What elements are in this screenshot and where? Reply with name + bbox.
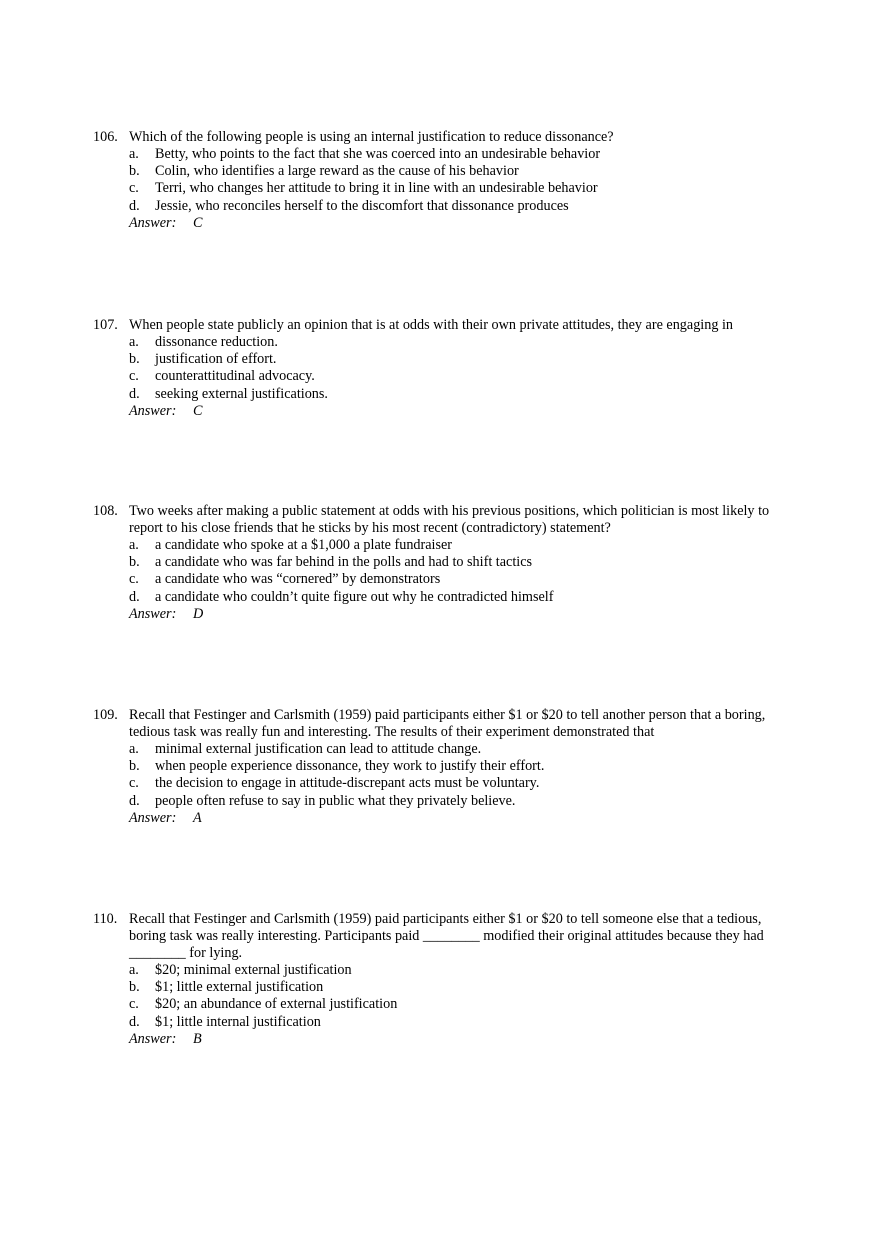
option-d: [93, 793, 793, 810]
question-number: 110.: [93, 911, 118, 927]
option-c: [93, 368, 793, 385]
option-letter: a.: [129, 537, 139, 553]
option-a: [93, 146, 793, 163]
option-letter: c.: [129, 368, 139, 385]
option-c: [93, 180, 793, 197]
option-letter: b.: [129, 979, 140, 996]
option-letter: b.: [129, 351, 140, 368]
answer-label: Answer:: [129, 214, 177, 231]
answer-value: A: [193, 809, 202, 826]
option-letter: d.: [129, 197, 140, 214]
option-c: [93, 571, 793, 588]
option-text: seeking external justifications.: [155, 385, 328, 402]
question-text: Two weeks after making a public statement at odds with his previous positions, which politician is most likely to report to his close friends that he sticks by his most recent (contradictory) statement?: [129, 503, 770, 536]
option-text: counterattitudinal advocacy.: [155, 368, 315, 385]
option-letter: b.: [129, 758, 140, 775]
option-letter: b.: [129, 163, 140, 180]
question-107: [93, 317, 793, 420]
answer-line: [93, 810, 793, 827]
option-letter: a.: [129, 741, 139, 757]
option-d: [93, 198, 793, 215]
option-text: the decision to engage in attitude-discrepant acts must be voluntary.: [155, 775, 540, 792]
question-109: [93, 707, 793, 827]
question-110: [93, 911, 793, 1048]
option-b: [93, 979, 793, 996]
option-text: justification of effort.: [155, 351, 277, 368]
option-text: a candidate who was far behind in the polls and had to shift tactics: [155, 554, 533, 571]
option-letter: d.: [129, 792, 140, 809]
option-a: [93, 537, 793, 554]
option-text: $1; little internal justification: [155, 1013, 321, 1030]
option-text: minimal external justification can lead to attitude change.: [155, 741, 482, 757]
option-text: a candidate who spoke at a $1,000 a plate fundraiser: [155, 537, 453, 553]
question-106: [93, 129, 793, 232]
option-list: [93, 962, 793, 1031]
option-list: [93, 741, 793, 810]
option-a: [93, 334, 793, 351]
question-text: Which of the following people is using an internal justification to reduce dissonance?: [129, 129, 614, 145]
answer-label: Answer:: [129, 605, 177, 622]
option-text: a candidate who couldn’t quite figure out why he contradicted himself: [155, 588, 554, 605]
option-letter: c.: [129, 571, 139, 588]
option-letter: c.: [129, 180, 139, 197]
answer-line: [93, 403, 793, 420]
option-b: [93, 758, 793, 775]
question-stem: [93, 317, 793, 334]
option-text: people often refuse to say in public what they privately believe.: [155, 792, 516, 809]
option-letter: c.: [129, 996, 139, 1013]
option-b: [93, 163, 793, 180]
answer-value: C: [193, 402, 203, 419]
option-letter: d.: [129, 588, 140, 605]
option-text: $1; little external justification: [155, 979, 324, 996]
question-number: 109.: [93, 707, 118, 723]
option-list: [93, 334, 793, 403]
answer-value: C: [193, 214, 203, 231]
question-text: Recall that Festinger and Carlsmith (1959) paid participants either $1 or $20 to tell another person that a boring, tedious task was really fun and interesting. The results of their experiment demonstrated that: [129, 707, 766, 740]
option-text: $20; minimal external justification: [155, 962, 352, 978]
question-text: Recall that Festinger and Carlsmith (1959) paid participants either $1 or $20 to tell someone else that a tedious, boring task was really interesting. Participants paid ________ modified their original attitudes because they had ________ for lying.: [129, 911, 764, 961]
question-stem: [93, 503, 793, 537]
option-letter: a.: [129, 146, 139, 162]
answer-value: D: [193, 605, 204, 622]
option-text: dissonance reduction.: [155, 334, 278, 350]
answer-value: B: [193, 1030, 202, 1047]
option-letter: a.: [129, 334, 139, 350]
option-letter: c.: [129, 775, 139, 792]
question-number: 106.: [93, 129, 118, 145]
question-number: 107.: [93, 317, 118, 333]
option-list: [93, 146, 793, 215]
question-108: [93, 503, 793, 623]
option-text: Betty, who points to the fact that she was coerced into an undesirable behavior: [155, 146, 601, 162]
answer-line: [93, 1031, 793, 1048]
question-text: When people state publicly an opinion that is at odds with their own private attitudes, they are engaging in: [129, 317, 734, 333]
option-text: a candidate who was “cornered” by demonstrators: [155, 571, 441, 588]
answer-label: Answer:: [129, 1030, 177, 1047]
option-b: [93, 554, 793, 571]
answer-label: Answer:: [129, 809, 177, 826]
option-letter: b.: [129, 554, 140, 571]
answer-line: [93, 215, 793, 232]
question-stem: [93, 129, 793, 146]
option-c: [93, 996, 793, 1013]
option-letter: d.: [129, 1013, 140, 1030]
option-text: Colin, who identifies a large reward as the cause of his behavior: [155, 163, 519, 180]
option-a: [93, 962, 793, 979]
option-c: [93, 775, 793, 792]
option-d: [93, 386, 793, 403]
answer-line: [93, 606, 793, 623]
option-list: [93, 537, 793, 606]
option-letter: d.: [129, 385, 140, 402]
option-d: [93, 1014, 793, 1031]
option-letter: a.: [129, 962, 139, 978]
option-text: $20; an abundance of external justification: [155, 996, 398, 1013]
question-number: 108.: [93, 503, 118, 519]
question-stem: [93, 911, 793, 962]
question-stem: [93, 707, 793, 741]
answer-label: Answer:: [129, 402, 177, 419]
option-text: when people experience dissonance, they work to justify their effort.: [155, 758, 545, 775]
option-text: Jessie, who reconciles herself to the discomfort that dissonance produces: [155, 197, 569, 214]
option-a: [93, 741, 793, 758]
option-b: [93, 351, 793, 368]
option-d: [93, 589, 793, 606]
option-text: Terri, who changes her attitude to bring it in line with an undesirable behavior: [155, 180, 598, 197]
